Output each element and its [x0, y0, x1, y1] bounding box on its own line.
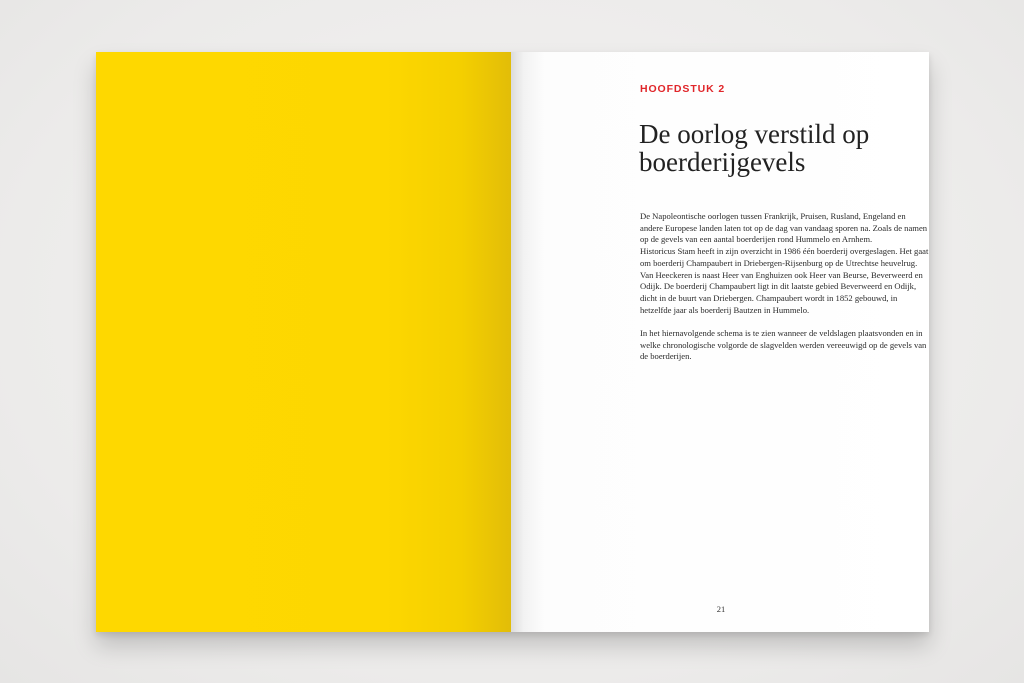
- left-page-yellow: [96, 52, 511, 632]
- right-page: [511, 52, 929, 632]
- body-line: In het hiernavolgende schema is te zien wanneer de veldslagen plaatsvonden en in: [640, 328, 923, 339]
- body-line: de boerderijen.: [640, 351, 692, 362]
- body-line: Historicus Stam heeft in zijn overzicht in 1986 één boerderij overgeslagen. Het gaat: [640, 246, 929, 257]
- body-line: om boerderij Champaubert in Driebergen-Rijsenburg op de Utrechtse heuvelrug.: [640, 257, 918, 268]
- chapter-title: [639, 120, 909, 176]
- chapter-label: HOOFDSTUK 2: [640, 83, 726, 95]
- body-line: andere Europese landen laten tot op de dag van vandaag sporen na. Zoals de namen: [640, 222, 928, 233]
- page-number: 21: [716, 604, 726, 614]
- body-line: Odijk. De boerderij Champaubert ligt in dit laatste gebied Beverweerd en Odijk,: [640, 281, 917, 292]
- body-line: dicht in de buurt van Driebergen. Champaubert wordt in 1852 gebouwd, in: [640, 292, 898, 303]
- open-book: [96, 52, 929, 632]
- chapter-title-line: De oorlog verstild op: [639, 119, 870, 149]
- body-line: op de gevels van een aantal boerderijen rond Hummelo en Arnhem.: [640, 234, 873, 245]
- body-text: [640, 211, 929, 363]
- body-line: De Napoleontische oorlogen tussen Frankrijk, Pruisen, Rusland, Engeland en: [640, 211, 906, 221]
- body-line: welke chronologische volgorde de slagvelden werden vereeuwigd op de gevels van: [640, 339, 927, 350]
- body-line: Van Heeckeren is naast Heer van Enghuizen ook Heer van Beurse, Beverweerd en: [640, 269, 923, 280]
- paragraph-gap: [640, 316, 892, 328]
- body-line: hetzelfde jaar als boerderij Bautzen in Hummelo.: [640, 304, 810, 315]
- chapter-title-line: boerderijgevels: [639, 147, 806, 177]
